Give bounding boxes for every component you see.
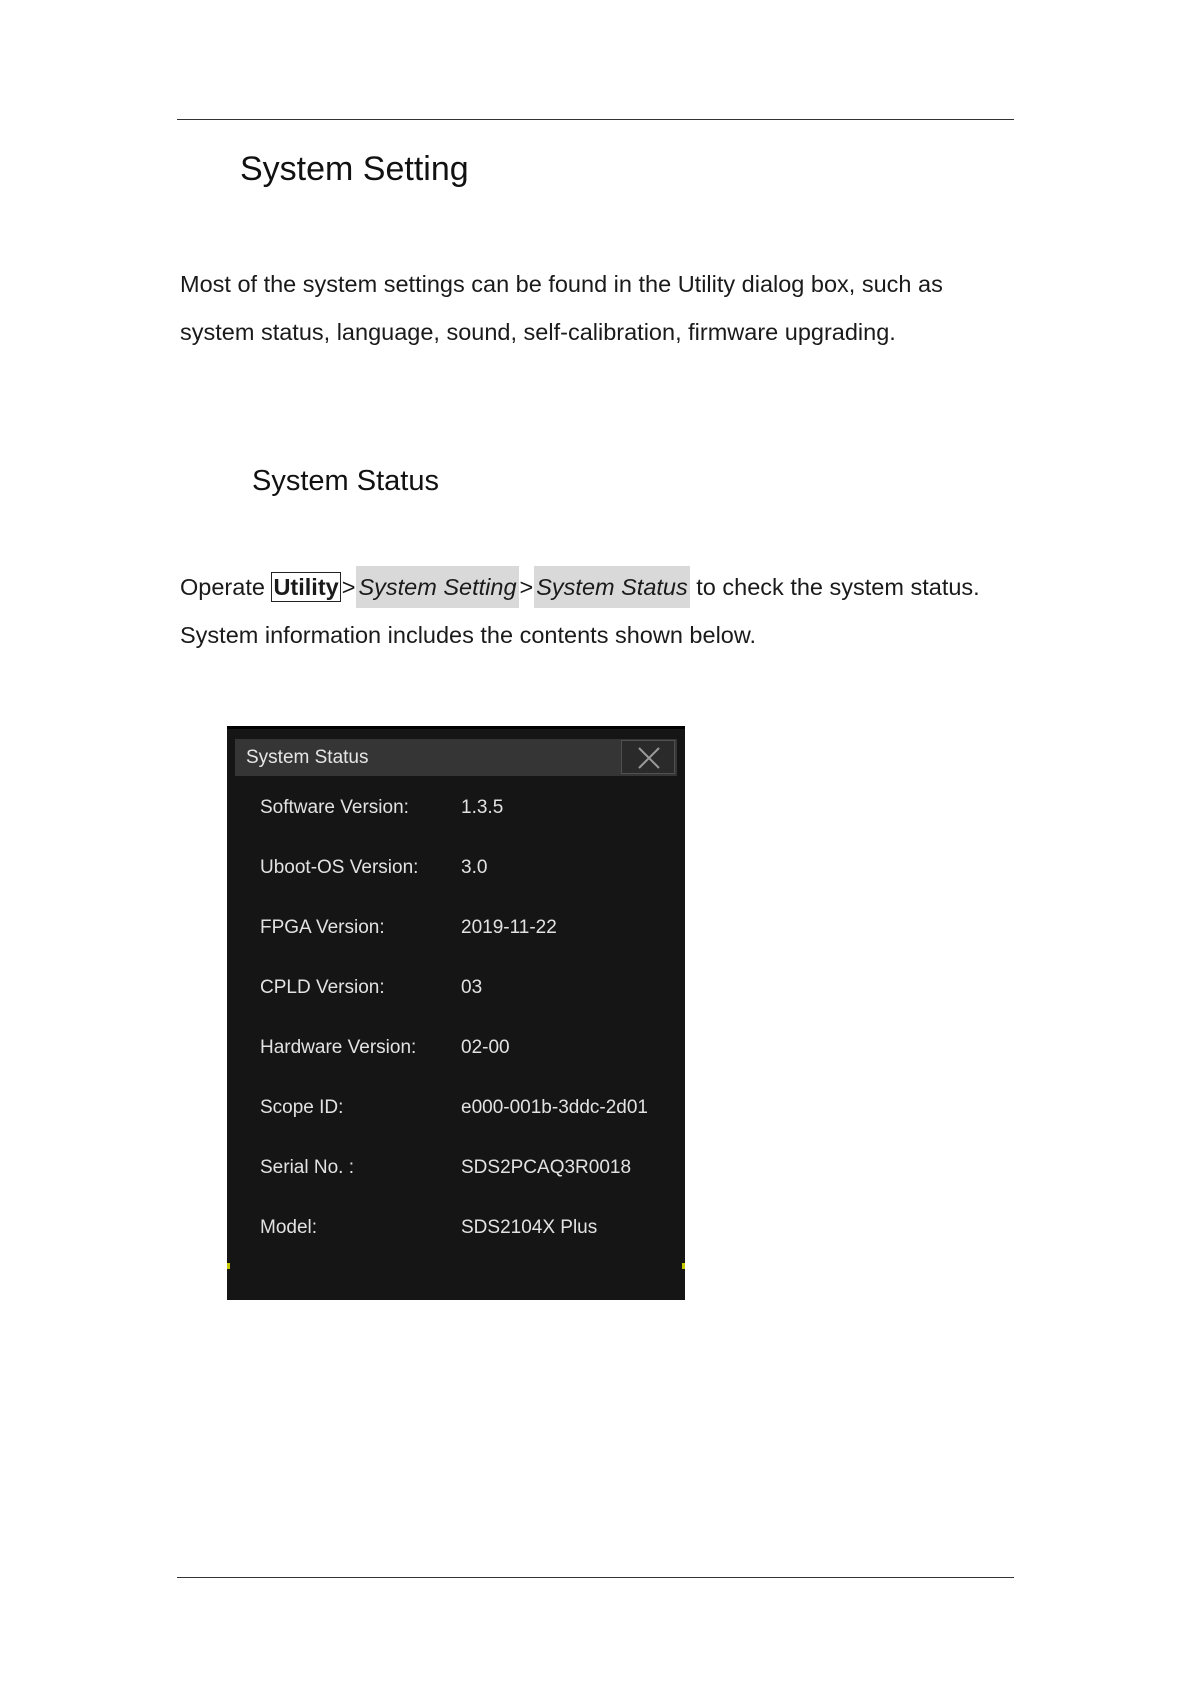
status-label: Scope ID: <box>260 1097 344 1118</box>
status-row <box>227 1157 685 1187</box>
op-prefix: Operate <box>180 574 272 600</box>
status-value: 02-00 <box>461 1037 510 1058</box>
dialog-titlebar <box>235 739 677 776</box>
utility-key: Utility <box>273 574 339 600</box>
status-value: 2019-11-22 <box>461 917 557 938</box>
status-label: Model: <box>260 1217 318 1238</box>
operation-paragraph <box>180 563 1020 659</box>
status-row <box>227 1037 685 1067</box>
status-value: 03 <box>461 977 483 998</box>
menu-system-setting: System Setting <box>356 566 518 608</box>
dialog-title: System Status <box>246 747 369 768</box>
status-value: SDS2104X Plus <box>461 1217 598 1238</box>
close-x-icon <box>637 747 661 769</box>
status-label: FPGA Version: <box>260 917 385 938</box>
header-rule <box>177 119 1014 120</box>
status-value: 1.3.5 <box>461 797 504 818</box>
menu-separator: > <box>341 574 356 600</box>
status-row <box>227 797 685 827</box>
edge-marker <box>227 1263 230 1269</box>
section-title: System Setting <box>240 150 469 188</box>
status-row <box>227 977 685 1007</box>
op-suffix: to check the system status. System information includes the contents shown below. <box>180 574 980 648</box>
status-row <box>227 917 685 947</box>
intro-paragraph: Most of the system settings can be found in the Utility dialog box, such as system status, language, sound, self-calibration, firmware upgrading. <box>180 271 943 345</box>
close-button[interactable] <box>621 740 675 774</box>
status-row <box>227 857 685 887</box>
system-status-dialog <box>227 726 685 1300</box>
status-label: Serial No. : <box>260 1157 354 1178</box>
status-row <box>227 1097 685 1127</box>
status-value: SDS2PCAQ3R0018 <box>461 1157 632 1178</box>
status-value: 3.0 <box>461 857 488 878</box>
subsection-title: System Status <box>252 465 439 497</box>
status-label: CPLD Version: <box>260 977 385 998</box>
status-label: Software Version: <box>260 797 409 818</box>
footer-rule <box>177 1577 1014 1578</box>
menu-separator: > <box>519 574 534 600</box>
status-row <box>227 1217 685 1247</box>
status-value: e000-001b-3ddc-2d01 <box>461 1097 648 1118</box>
status-label: Uboot-OS Version: <box>260 857 419 878</box>
status-label: Hardware Version: <box>260 1037 417 1058</box>
menu-system-status: System Status <box>534 566 690 608</box>
edge-marker <box>682 1263 685 1269</box>
